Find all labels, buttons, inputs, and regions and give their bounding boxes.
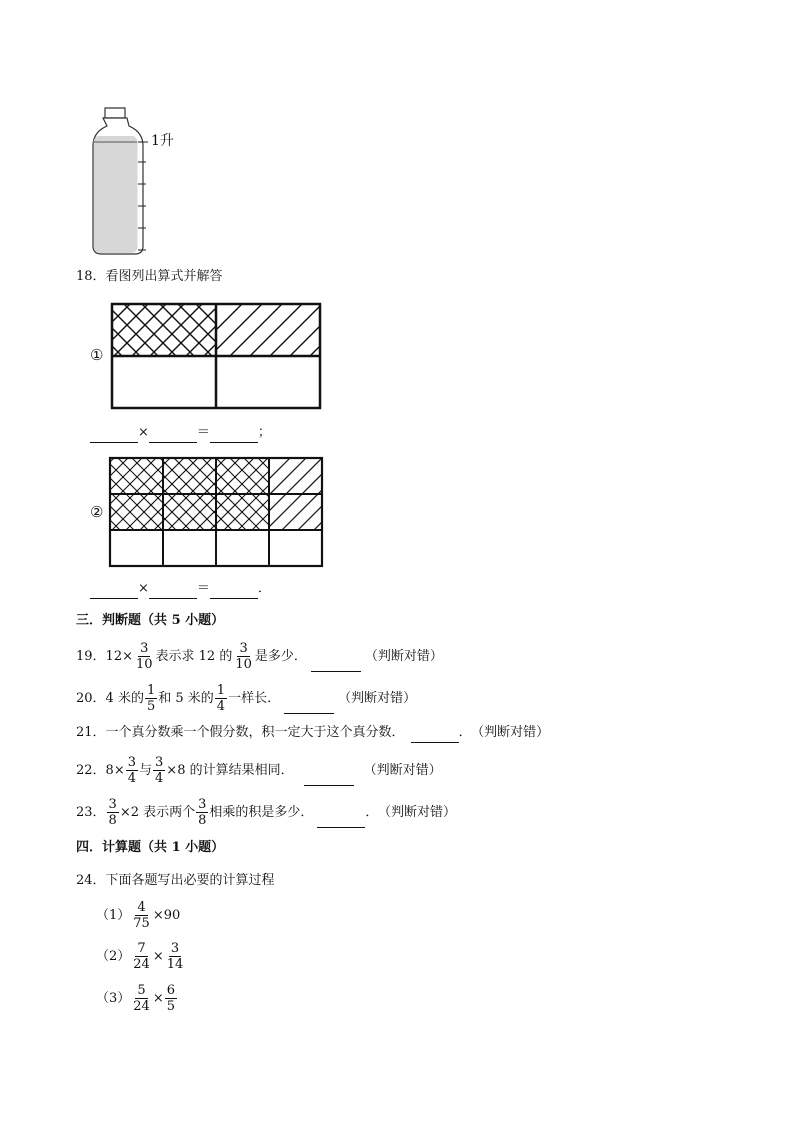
answer-blank[interactable]	[311, 657, 361, 672]
fraction: $\frac{3}{4}$	[155, 755, 164, 786]
bottle-label: 1升	[151, 133, 174, 149]
fraction: $\frac{3}{10}$	[135, 641, 153, 672]
fraction: $\frac{6}{5}$	[166, 983, 176, 1014]
circle-2: ②	[90, 503, 104, 521]
q18-answer-row-1: × ＝ ；	[90, 423, 271, 443]
q18-answer-row-2: × ＝ ．	[90, 579, 271, 599]
q18-stem: 18．看图列出算式并解答	[76, 269, 223, 284]
q19: 19．12× $\frac{3}{10}$ 表示求 12 的 $\frac{3}{10}$ 是多少． （判断对错）	[76, 641, 443, 672]
bottle-figure	[88, 100, 198, 260]
answer-blank[interactable]	[90, 428, 138, 443]
answer-blank[interactable]	[210, 428, 258, 443]
answer-blank[interactable]	[411, 728, 459, 743]
fraction: $\frac{3}{10}$	[235, 641, 252, 672]
fraction: $\frac{3}{4}$	[127, 755, 136, 786]
q24-item-3: （3） $\frac{5}{24}$ × $\frac{6}{5}$	[96, 983, 176, 1014]
fraction: $\frac{7}{24}$	[133, 941, 150, 972]
q23: 23． $\frac{3}{8}$ ×2 表示两个 $\frac{3}{8}$ 相乘的积是多少． ． （判断对错）	[76, 797, 456, 828]
fraction: $\frac{3}{8}$	[198, 797, 207, 828]
q24-stem: 24．下面各题写出必要的计算过程	[76, 873, 275, 888]
fraction: $\frac{3}{14}$	[166, 941, 184, 972]
figure-2-rectangle	[108, 456, 326, 568]
section-3-heading: 三．判断题（共 5 小题）	[76, 613, 225, 628]
answer-blank[interactable]	[210, 584, 258, 599]
answer-blank[interactable]	[90, 584, 138, 599]
figure-1-rectangle	[110, 302, 322, 410]
answer-blank[interactable]	[149, 584, 197, 599]
answer-blank[interactable]	[284, 699, 334, 714]
fraction: $\frac{1}{5}$	[146, 683, 156, 714]
answer-blank[interactable]	[149, 428, 197, 443]
fraction: $\frac{1}{4}$	[216, 683, 226, 714]
fraction: $\frac{5}{24}$	[133, 983, 150, 1014]
answer-blank[interactable]	[304, 771, 354, 786]
q24-item-1: （1） $\frac{4}{75}$ ×90	[96, 900, 181, 931]
q24-item-2: （2） $\frac{7}{24}$ × $\frac{3}{14}$	[96, 941, 184, 972]
q22: 22．8× $\frac{3}{4}$ 与 $\frac{3}{4}$ ×8 的计算结果相同． （判断对错）	[76, 755, 442, 786]
fraction: $\frac{3}{8}$	[108, 797, 117, 828]
fraction: $\frac{4}{75}$	[133, 900, 150, 931]
section-4-heading: 四．计算题（共 1 小题）	[76, 840, 225, 855]
q20: 20．4 米的 $\frac{1}{5}$ 和 5 米的 $\frac{1}{4}$ 一样长． （判断对错）	[76, 683, 417, 714]
answer-blank[interactable]	[317, 813, 365, 828]
circle-1: ①	[90, 346, 104, 364]
q21: 21．一个真分数乘一个假分数，积一定大于这个真分数． ． （判断对错）	[76, 723, 549, 743]
